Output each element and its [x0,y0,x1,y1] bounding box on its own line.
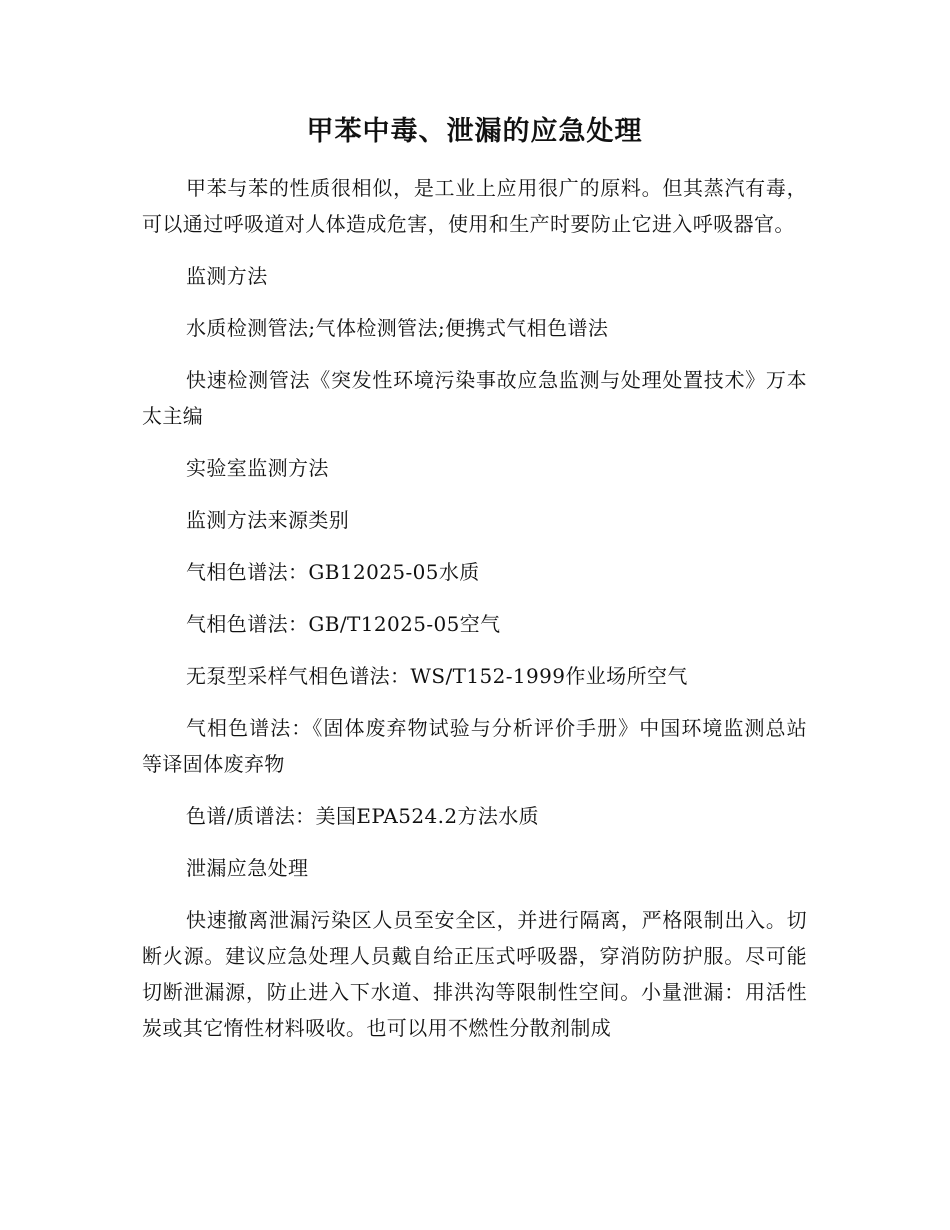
section-heading-leak-response: 泄漏应急处理 [186,856,309,880]
paragraph-pumpless-gc: 无泵型采样气相色谱法：WS/T152-1999作业场所空气 [186,664,688,688]
paragraph-leak-procedure: 快速撤离泄漏污染区人员至安全区，并进行隔离，严格限制出入。切断火源。建议应急处理人员戴自给正压式呼吸器，穿消防防护服。尽可能切断泄漏源，防止进入下水道、排洪沟等限制性空间。小量泄漏：用活性炭或其它惰性材料吸收。也可以用不燃性分散剂制成 [142,908,807,1040]
intro-paragraph: 甲苯与苯的性质很相似，是工业上应用很广的原料。但其蒸汽有毒，可以通过呼吸道对人体造成危害，使用和生产时要防止它进入呼吸器官。 [142,176,807,236]
document-page [142,110,807,1062]
section-heading-lab-methods: 实验室监测方法 [186,456,329,480]
paragraph-gc-solid-waste: 气相色谱法：《固体废弃物试验与分析评价手册》中国环境监测总站等译固体废弃物 [142,716,807,776]
paragraph-gc-ms: 色谱/质谱法：美国EPA524.2方法水质 [186,804,540,828]
paragraph-gc-air: 气相色谱法：GB/T12025-05空气 [186,612,501,636]
paragraph-detection-tubes: 水质检测管法;气体检测管法;便携式气相色谱法 [186,316,609,340]
document-title: 甲苯中毒、泄漏的应急处理 [306,116,643,147]
section-heading-monitoring-methods: 监测方法 [186,264,268,288]
paragraph-gc-water: 气相色谱法：GB12025-05水质 [186,560,480,584]
paragraph-quick-detection: 快速检测管法《突发性环境污染事故应急监测与处理处置技术》万本太主编 [142,368,807,428]
paragraph-method-source-category: 监测方法来源类别 [186,508,350,532]
